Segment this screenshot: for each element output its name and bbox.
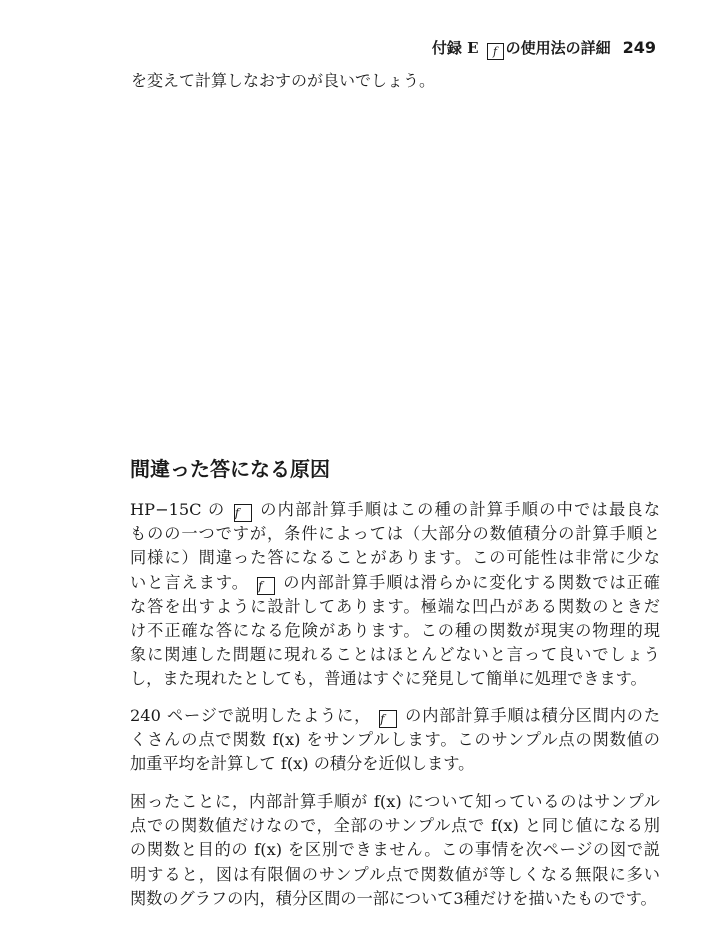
page-number: 249 xyxy=(622,38,656,57)
paragraph-line: 240 ページで説明したように， f の内部計算手順は積分区間内のた xyxy=(130,706,661,726)
paragraph-line: の関数と目的の f(x) を区別できません。この事情を次ページの図で説 xyxy=(130,840,660,860)
paragraph-line: け不正確な答になる危険があります。この種の関数が現実の物理的現 xyxy=(130,621,660,641)
paragraph-line: な答を出すように設計してあります。極端な凹凸がある関数のときだ xyxy=(130,596,660,616)
header-chapter: 付録 E xyxy=(431,39,479,57)
integrate-key-icon: f xyxy=(257,577,275,595)
paragraph-line: 困ったことに，内部計算手順が f(x) について知っているのはサンプル xyxy=(130,792,660,811)
integrate-key-icon: f xyxy=(379,710,397,728)
section-heading: 間違った答になる原因 xyxy=(130,457,330,481)
continued-text: を変えて計算しなおすのが良いでしょう。 xyxy=(131,71,436,90)
paragraph-line: 加重平均を計算して f(x) の積分を近似します。 xyxy=(130,754,475,774)
paragraph-line: 同様に）間違った答になることがあります。この可能性は非常に少な xyxy=(130,548,660,568)
paragraph-line: 点での関数値だけなので，全部のサンプル点で f(x) と同じ値になる別 xyxy=(130,816,660,836)
paragraph-line: くさんの点で関数 f(x) をサンプルします。このサンプル点の関数値の xyxy=(130,730,660,750)
paragraph-1 xyxy=(130,498,660,692)
paragraph-3 xyxy=(130,790,660,911)
integrate-key-icon: f xyxy=(234,504,252,522)
paragraph-line: 関数のグラフの内，積分区間の一部について3種だけを描いたものです。 xyxy=(130,888,657,908)
paragraph-2 xyxy=(130,704,660,777)
paragraph-line: ものの一つですが，条件によっては（大部分の数値積分の計算手順と xyxy=(130,524,660,544)
paragraph-line: いと言えます。 f の内部計算手順は滑らかに変化する関数では正確 xyxy=(130,572,660,593)
header-title: の使用法の詳細 xyxy=(505,39,611,57)
paragraph-line: し，また現れたとしても，普通はすぐに発見して簡単に処理できます。 xyxy=(130,669,647,689)
integrate-key-icon: f xyxy=(487,43,504,60)
paragraph-line: 明すると，図は有限個のサンプル点で関数値が等しくなる無限に多い xyxy=(130,864,660,884)
paragraph-line: 象に関連した問題に現れることはほとんどないと言って良いでしょう xyxy=(130,645,660,665)
paragraph-line: HP−15C の f の内部計算手順はこの種の計算手順の中では最良な xyxy=(130,500,661,520)
running-header xyxy=(0,37,656,60)
